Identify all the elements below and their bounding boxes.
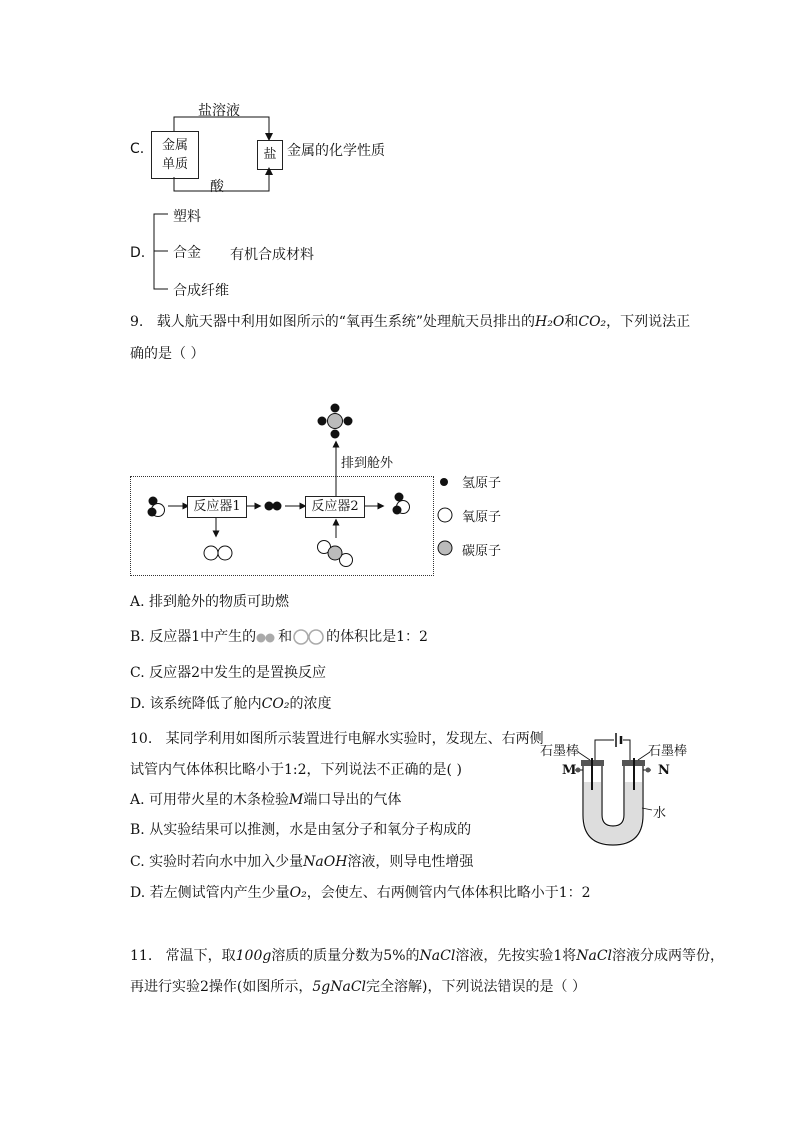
option-c-letter: C. [130, 141, 145, 157]
salt-box-label: 盐 [263, 147, 277, 162]
vent-label: 排到舱外 [341, 456, 394, 471]
q10-option-d-prefix: D. 若左侧试管内产生少量 [130, 885, 290, 901]
arrow-bottom-label: 酸 [210, 179, 224, 195]
option-d-item-plastic: 塑料 [173, 209, 201, 225]
q11-line2 [130, 977, 586, 997]
q11-mass-2: 5gNaCl [312, 979, 367, 995]
option-d-letter: D. [130, 245, 146, 261]
q9-and: 和 [564, 314, 579, 330]
right-electrode-label: 石墨棒 [648, 744, 688, 759]
q10-option-c-naoh: NaOH [303, 854, 348, 870]
arrow-top-label: 盐溶液 [198, 103, 240, 119]
q10-option-a-prefix: A. 可用带火星的木条检验 [130, 792, 290, 808]
valve-n-icon [646, 768, 651, 773]
q11-text-2b: 完全溶解)，下列说法错误的是（ ） [366, 979, 586, 995]
q9-number: 9. [130, 314, 144, 330]
q10-option-a-suffix: 端口导出的气体 [303, 792, 402, 808]
q11-number: 11. [130, 948, 153, 964]
q10-option-b: B. 从实验结果可以推测，水是由氢分子和氧分子构成的 [130, 822, 472, 838]
water-label: 水 [653, 806, 667, 821]
q9-co2: CO₂ [578, 314, 607, 330]
q11-line1 [130, 946, 724, 966]
q10-ratio: 1:2 [284, 762, 307, 778]
q11-text-1a: 常温下，取 [165, 948, 236, 964]
q10-number: 10. [130, 731, 153, 747]
q9-text-a: 载人航天器中利用如图所示的“氧再生系统”处理航天员排出的 [156, 314, 536, 330]
q10-text-1: 某同学利用如图所示装置进行电解水实验时，发现左、右两侧 [165, 731, 544, 747]
q9-option-c: C. 反应器2中发生的是置换反应 [130, 665, 327, 681]
q11-nacl-2: NaCl [576, 948, 613, 964]
option-d-item-alloy: 合金 [173, 245, 201, 261]
reactor-1-label: 反应器1 [193, 499, 241, 514]
q11-text-2a: 再进行实验2操作(如图所示， [130, 979, 313, 995]
reactor-2-label: 反应器2 [311, 499, 359, 514]
q10-option-d-o2: O₂ [289, 885, 307, 901]
q10-option-d-suffix: ，会使左、右两侧管内气体体积比略小于1：2 [306, 885, 591, 901]
q11-text-1b: 溶质的质量分数为5%的 [271, 948, 420, 964]
q10-option-a-m: M [289, 792, 304, 808]
port-m-label: M [562, 763, 577, 778]
q11-text-1c: 溶液，先按实验1将 [455, 948, 577, 964]
q10-text-2b: ，下列说法不正确的是( ) [306, 762, 462, 778]
q10-option-c-suffix: 溶液，则导电性增强 [347, 854, 474, 870]
port-n-label: N [658, 763, 670, 778]
metal-box-line2: 单质 [161, 157, 188, 172]
legend-oxygen: 氧原子 [462, 510, 502, 525]
legend-carbon: 碳原子 [462, 544, 502, 559]
q9-line2: 确的是（ ） [130, 346, 205, 362]
q10-text-2a: 试管内气体体积比略小于 [130, 762, 284, 778]
q9-text-b: ，下列说法正 [606, 314, 691, 330]
q9-option-a: A. 排到舱外的物质可助燃 [130, 594, 290, 610]
q9-option-b-and: 和 [278, 629, 293, 645]
q9-option-b-suffix: 的体积比是1：2 [326, 629, 428, 645]
q9-option-d-prefix: D. 该系统降低了舱内 [130, 696, 262, 712]
option-c-side-label: 金属的化学性质 [287, 143, 385, 159]
q9-option-d-suffix: 的浓度 [289, 696, 332, 712]
q11-text-1d: 溶液分成两等份， [612, 948, 725, 964]
q9-option-b-prefix: B. 反应器1中产生的 [130, 629, 257, 645]
q11-mass: 100g [235, 948, 272, 964]
q11-nacl-1: NaCl [419, 948, 456, 964]
q10-option-c-prefix: C. 实验时若向水中加入少量 [130, 854, 304, 870]
q9-option-d-co2: CO₂ [261, 696, 290, 712]
q9-h2o: H₂O [535, 314, 565, 330]
option-d-side-label: 有机合成材料 [230, 247, 314, 263]
option-d-item-fiber: 合成纤维 [173, 283, 229, 299]
left-electrode-label: 石墨棒 [540, 744, 580, 759]
metal-box-line1: 金属 [161, 138, 188, 153]
legend-hydrogen: 氢原子 [462, 476, 502, 491]
